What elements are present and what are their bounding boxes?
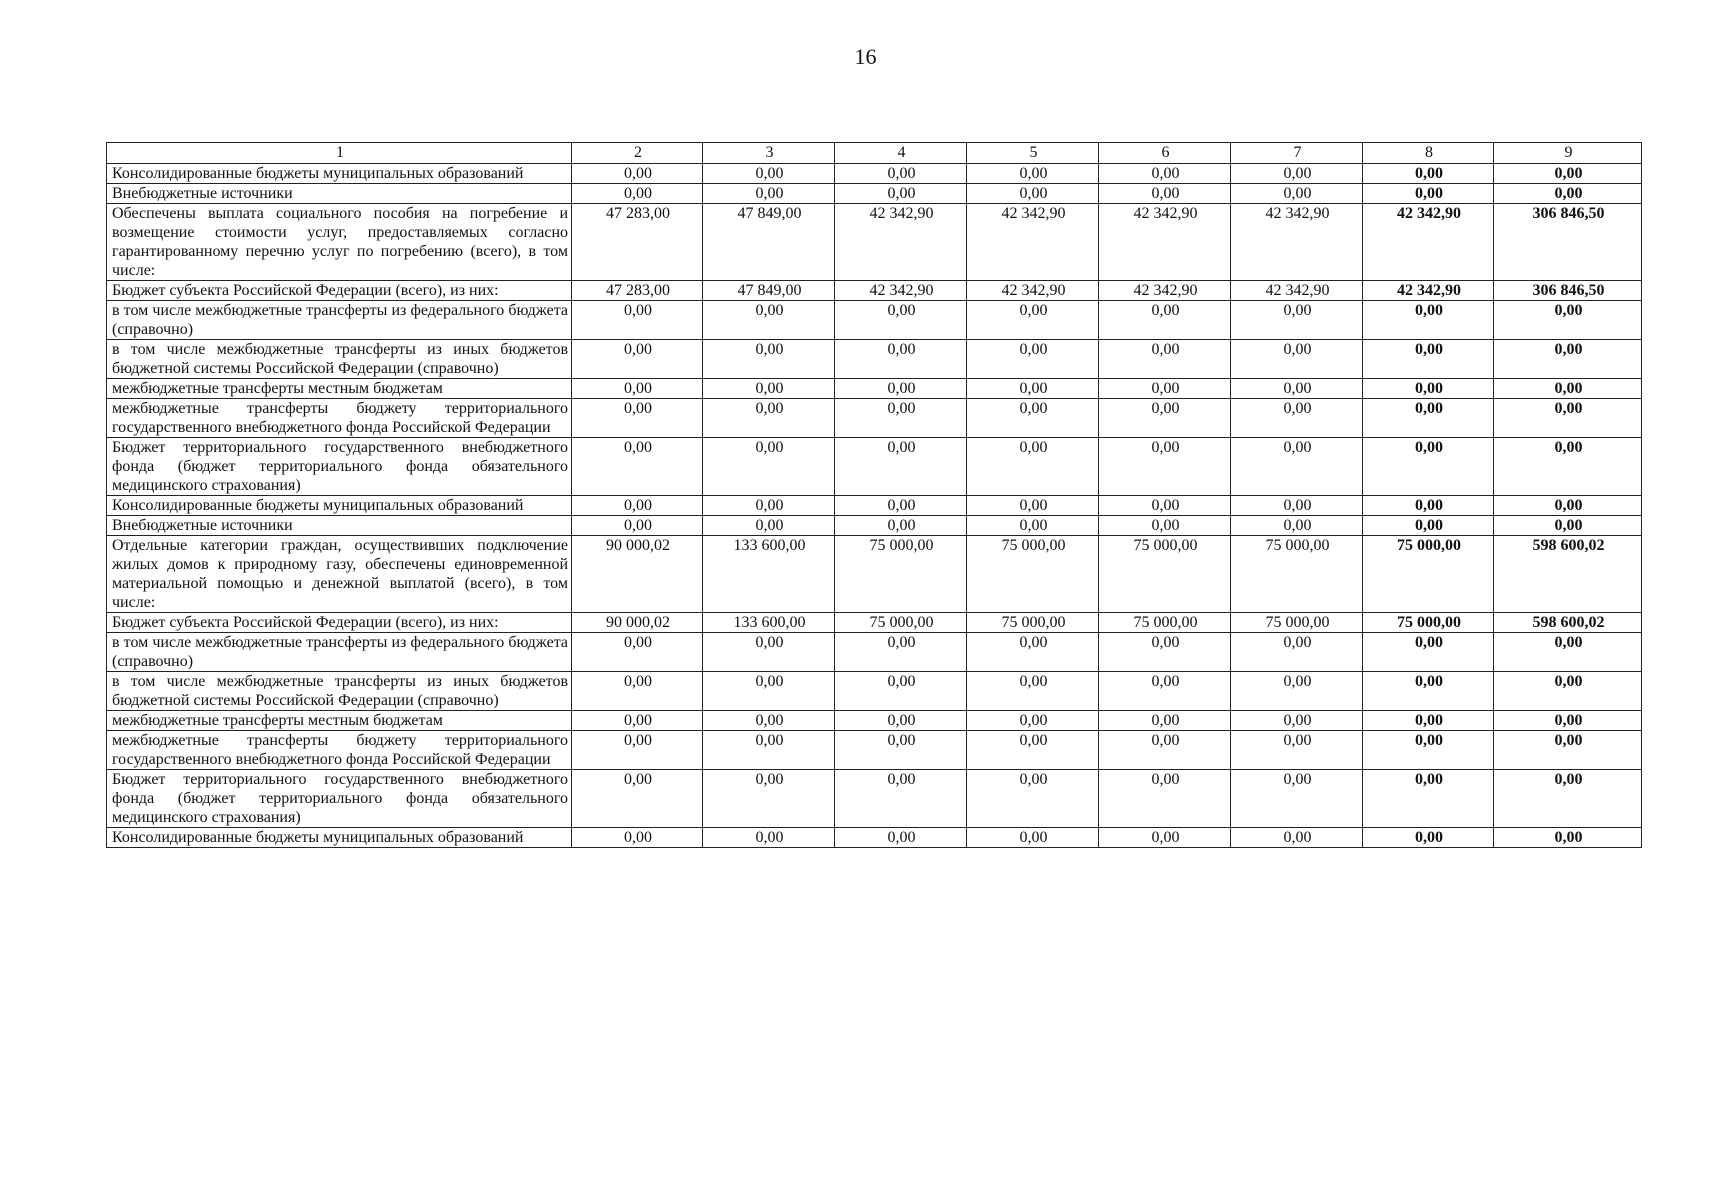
column-header-8: 8 <box>1363 143 1494 164</box>
value-cell-col-2: 0,00 <box>572 340 703 379</box>
row-label: межбюджетные трансферты местным бюджетам <box>107 711 572 731</box>
value-cell-col-6: 0,00 <box>1099 496 1231 516</box>
table-row <box>107 633 1642 672</box>
row-label: в том числе межбюджетные трансферты из иных бюджетов бюджетной системы Российской Федерации (справочно) <box>107 340 572 379</box>
value-cell-col-7: 0,00 <box>1231 438 1363 496</box>
header-row <box>107 143 1642 164</box>
value-cell-col-8: 0,00 <box>1363 828 1494 848</box>
value-cell-col-5: 75 000,00 <box>967 613 1099 633</box>
value-cell-col-9: 0,00 <box>1494 770 1642 828</box>
value-cell-col-9: 0,00 <box>1494 516 1642 536</box>
table-body <box>107 164 1642 848</box>
column-header-7: 7 <box>1231 143 1363 164</box>
value-cell-col-9: 0,00 <box>1494 633 1642 672</box>
table-row <box>107 281 1642 301</box>
table-row <box>107 516 1642 536</box>
row-label: Бюджет субъекта Российской Федерации (всего), из них: <box>107 281 572 301</box>
value-cell-col-5: 0,00 <box>967 184 1099 204</box>
value-cell-col-6: 0,00 <box>1099 399 1231 438</box>
value-cell-col-5: 75 000,00 <box>967 536 1099 613</box>
value-cell-col-9: 0,00 <box>1494 301 1642 340</box>
value-cell-col-5: 0,00 <box>967 828 1099 848</box>
value-cell-col-9: 0,00 <box>1494 379 1642 399</box>
value-cell-col-2: 0,00 <box>572 711 703 731</box>
value-cell-col-7: 75 000,00 <box>1231 536 1363 613</box>
value-cell-col-5: 0,00 <box>967 399 1099 438</box>
value-cell-col-5: 0,00 <box>967 496 1099 516</box>
budget-table <box>106 142 1642 848</box>
row-label: в том числе межбюджетные трансферты из федерального бюджета (справочно) <box>107 633 572 672</box>
value-cell-col-4: 0,00 <box>835 770 967 828</box>
value-cell-col-2: 0,00 <box>572 828 703 848</box>
row-label: Консолидированные бюджеты муниципальных образований <box>107 164 572 184</box>
value-cell-col-7: 0,00 <box>1231 184 1363 204</box>
value-cell-col-2: 90 000,02 <box>572 536 703 613</box>
value-cell-col-3: 0,00 <box>703 340 835 379</box>
value-cell-col-8: 0,00 <box>1363 164 1494 184</box>
value-cell-col-4: 0,00 <box>835 496 967 516</box>
value-cell-col-3: 0,00 <box>703 711 835 731</box>
column-header-2: 2 <box>572 143 703 164</box>
value-cell-col-8: 0,00 <box>1363 711 1494 731</box>
value-cell-col-9: 0,00 <box>1494 496 1642 516</box>
table-row <box>107 496 1642 516</box>
value-cell-col-4: 0,00 <box>835 184 967 204</box>
value-cell-col-6: 0,00 <box>1099 379 1231 399</box>
value-cell-col-5: 0,00 <box>967 731 1099 770</box>
value-cell-col-9: 598 600,02 <box>1494 536 1642 613</box>
value-cell-col-2: 0,00 <box>572 438 703 496</box>
value-cell-col-5: 0,00 <box>967 770 1099 828</box>
value-cell-col-7: 0,00 <box>1231 711 1363 731</box>
value-cell-col-7: 0,00 <box>1231 164 1363 184</box>
value-cell-col-4: 75 000,00 <box>835 536 967 613</box>
value-cell-col-7: 0,00 <box>1231 770 1363 828</box>
row-label: Отдельные категории граждан, осуществивших подключение жилых домов к природному газу, обеспечены единовременной материальной помощью и денежной выплатой (всего), в том числе: <box>107 536 572 613</box>
value-cell-col-8: 0,00 <box>1363 496 1494 516</box>
value-cell-col-7: 0,00 <box>1231 399 1363 438</box>
value-cell-col-4: 0,00 <box>835 379 967 399</box>
value-cell-col-8: 75 000,00 <box>1363 536 1494 613</box>
table-row <box>107 438 1642 496</box>
value-cell-col-4: 75 000,00 <box>835 613 967 633</box>
value-cell-col-4: 0,00 <box>835 672 967 711</box>
value-cell-col-7: 42 342,90 <box>1231 204 1363 281</box>
value-cell-col-8: 0,00 <box>1363 438 1494 496</box>
row-label: в том числе межбюджетные трансферты из федерального бюджета (справочно) <box>107 301 572 340</box>
value-cell-col-6: 75 000,00 <box>1099 536 1231 613</box>
value-cell-col-3: 0,00 <box>703 301 835 340</box>
value-cell-col-5: 0,00 <box>967 164 1099 184</box>
table-row <box>107 828 1642 848</box>
table-row <box>107 731 1642 770</box>
value-cell-col-5: 0,00 <box>967 301 1099 340</box>
value-cell-col-9: 0,00 <box>1494 438 1642 496</box>
value-cell-col-5: 0,00 <box>967 438 1099 496</box>
row-label: межбюджетные трансферты местным бюджетам <box>107 379 572 399</box>
value-cell-col-4: 0,00 <box>835 164 967 184</box>
table-row <box>107 613 1642 633</box>
value-cell-col-2: 0,00 <box>572 770 703 828</box>
value-cell-col-9: 0,00 <box>1494 711 1642 731</box>
value-cell-col-5: 0,00 <box>967 672 1099 711</box>
value-cell-col-8: 0,00 <box>1363 770 1494 828</box>
value-cell-col-3: 0,00 <box>703 731 835 770</box>
row-label: межбюджетные трансферты бюджету территориального государственного внебюджетного фонда Российской Федерации <box>107 731 572 770</box>
value-cell-col-4: 0,00 <box>835 301 967 340</box>
value-cell-col-4: 0,00 <box>835 399 967 438</box>
value-cell-col-3: 0,00 <box>703 516 835 536</box>
table-row <box>107 204 1642 281</box>
row-label: Внебюджетные источники <box>107 516 572 536</box>
value-cell-col-8: 0,00 <box>1363 516 1494 536</box>
row-label: Обеспечены выплата социального пособия на погребение и возмещение стоимости услуг, предоставляемых согласно гарантированному перечню услуг по погребению (всего), в том числе: <box>107 204 572 281</box>
value-cell-col-4: 0,00 <box>835 633 967 672</box>
value-cell-col-6: 0,00 <box>1099 164 1231 184</box>
table-row <box>107 184 1642 204</box>
row-label: Консолидированные бюджеты муниципальных образований <box>107 496 572 516</box>
table-row <box>107 536 1642 613</box>
value-cell-col-2: 0,00 <box>572 672 703 711</box>
table-row <box>107 379 1642 399</box>
value-cell-col-8: 75 000,00 <box>1363 613 1494 633</box>
value-cell-col-6: 0,00 <box>1099 184 1231 204</box>
value-cell-col-6: 0,00 <box>1099 438 1231 496</box>
value-cell-col-8: 0,00 <box>1363 633 1494 672</box>
value-cell-col-5: 42 342,90 <box>967 204 1099 281</box>
table-row <box>107 301 1642 340</box>
value-cell-col-3: 0,00 <box>703 438 835 496</box>
value-cell-col-4: 42 342,90 <box>835 204 967 281</box>
value-cell-col-3: 0,00 <box>703 164 835 184</box>
value-cell-col-7: 0,00 <box>1231 340 1363 379</box>
value-cell-col-9: 0,00 <box>1494 731 1642 770</box>
value-cell-col-2: 0,00 <box>572 379 703 399</box>
value-cell-col-9: 306 846,50 <box>1494 204 1642 281</box>
value-cell-col-8: 0,00 <box>1363 379 1494 399</box>
value-cell-col-4: 0,00 <box>835 828 967 848</box>
value-cell-col-8: 0,00 <box>1363 184 1494 204</box>
value-cell-col-3: 0,00 <box>703 672 835 711</box>
value-cell-col-8: 42 342,90 <box>1363 204 1494 281</box>
value-cell-col-6: 0,00 <box>1099 828 1231 848</box>
column-header-3: 3 <box>703 143 835 164</box>
value-cell-col-5: 42 342,90 <box>967 281 1099 301</box>
column-header-5: 5 <box>967 143 1099 164</box>
value-cell-col-2: 47 283,00 <box>572 281 703 301</box>
value-cell-col-9: 0,00 <box>1494 399 1642 438</box>
value-cell-col-6: 0,00 <box>1099 770 1231 828</box>
value-cell-col-6: 42 342,90 <box>1099 281 1231 301</box>
value-cell-col-7: 0,00 <box>1231 633 1363 672</box>
value-cell-col-3: 0,00 <box>703 828 835 848</box>
value-cell-col-4: 0,00 <box>835 438 967 496</box>
value-cell-col-6: 42 342,90 <box>1099 204 1231 281</box>
column-header-6: 6 <box>1099 143 1231 164</box>
row-label: Внебюджетные источники <box>107 184 572 204</box>
value-cell-col-3: 0,00 <box>703 633 835 672</box>
value-cell-col-2: 0,00 <box>572 399 703 438</box>
value-cell-col-7: 0,00 <box>1231 496 1363 516</box>
value-cell-col-2: 47 283,00 <box>572 204 703 281</box>
value-cell-col-6: 0,00 <box>1099 633 1231 672</box>
row-label: межбюджетные трансферты бюджету территориального государственного внебюджетного фонда Российской Федерации <box>107 399 572 438</box>
value-cell-col-2: 0,00 <box>572 301 703 340</box>
row-label: Бюджет территориального государственного внебюджетного фонда (бюджет территориального фонда обязательного медицинского страхования) <box>107 770 572 828</box>
value-cell-col-5: 0,00 <box>967 516 1099 536</box>
value-cell-col-6: 0,00 <box>1099 340 1231 379</box>
value-cell-col-9: 306 846,50 <box>1494 281 1642 301</box>
value-cell-col-3: 47 849,00 <box>703 281 835 301</box>
row-label: Бюджет субъекта Российской Федерации (всего), из них: <box>107 613 572 633</box>
value-cell-col-7: 0,00 <box>1231 301 1363 340</box>
value-cell-col-2: 0,00 <box>572 516 703 536</box>
value-cell-col-4: 0,00 <box>835 516 967 536</box>
value-cell-col-9: 0,00 <box>1494 672 1642 711</box>
value-cell-col-8: 0,00 <box>1363 301 1494 340</box>
value-cell-col-4: 0,00 <box>835 340 967 379</box>
value-cell-col-3: 0,00 <box>703 496 835 516</box>
value-cell-col-9: 0,00 <box>1494 164 1642 184</box>
value-cell-col-4: 0,00 <box>835 731 967 770</box>
row-label: Бюджет территориального государственного внебюджетного фонда (бюджет территориального фонда обязательного медицинского страхования) <box>107 438 572 496</box>
value-cell-col-3: 0,00 <box>703 770 835 828</box>
value-cell-col-3: 0,00 <box>703 399 835 438</box>
value-cell-col-8: 0,00 <box>1363 399 1494 438</box>
value-cell-col-5: 0,00 <box>967 711 1099 731</box>
value-cell-col-8: 0,00 <box>1363 672 1494 711</box>
value-cell-col-7: 0,00 <box>1231 379 1363 399</box>
value-cell-col-7: 0,00 <box>1231 516 1363 536</box>
value-cell-col-5: 0,00 <box>967 340 1099 379</box>
value-cell-col-4: 0,00 <box>835 711 967 731</box>
value-cell-col-8: 0,00 <box>1363 731 1494 770</box>
table-row <box>107 164 1642 184</box>
table-row <box>107 711 1642 731</box>
value-cell-col-3: 133 600,00 <box>703 536 835 613</box>
value-cell-col-4: 42 342,90 <box>835 281 967 301</box>
value-cell-col-6: 0,00 <box>1099 301 1231 340</box>
value-cell-col-3: 133 600,00 <box>703 613 835 633</box>
page-number: 16 <box>854 44 877 69</box>
row-label: Консолидированные бюджеты муниципальных образований <box>107 828 572 848</box>
value-cell-col-7: 42 342,90 <box>1231 281 1363 301</box>
value-cell-col-7: 0,00 <box>1231 828 1363 848</box>
value-cell-col-2: 0,00 <box>572 731 703 770</box>
value-cell-col-8: 42 342,90 <box>1363 281 1494 301</box>
value-cell-col-6: 0,00 <box>1099 711 1231 731</box>
value-cell-col-2: 0,00 <box>572 633 703 672</box>
value-cell-col-9: 0,00 <box>1494 828 1642 848</box>
value-cell-col-2: 0,00 <box>572 164 703 184</box>
column-header-4: 4 <box>835 143 967 164</box>
value-cell-col-7: 0,00 <box>1231 672 1363 711</box>
value-cell-col-6: 0,00 <box>1099 516 1231 536</box>
table-row <box>107 672 1642 711</box>
value-cell-col-3: 47 849,00 <box>703 204 835 281</box>
table-row <box>107 770 1642 828</box>
value-cell-col-8: 0,00 <box>1363 340 1494 379</box>
column-header-9: 9 <box>1494 143 1642 164</box>
column-header-1: 1 <box>107 143 572 164</box>
value-cell-col-3: 0,00 <box>703 379 835 399</box>
value-cell-col-9: 598 600,02 <box>1494 613 1642 633</box>
value-cell-col-6: 0,00 <box>1099 672 1231 711</box>
value-cell-col-7: 0,00 <box>1231 731 1363 770</box>
table-row <box>107 399 1642 438</box>
value-cell-col-5: 0,00 <box>967 633 1099 672</box>
value-cell-col-2: 0,00 <box>572 496 703 516</box>
value-cell-col-6: 75 000,00 <box>1099 613 1231 633</box>
value-cell-col-9: 0,00 <box>1494 184 1642 204</box>
value-cell-col-3: 0,00 <box>703 184 835 204</box>
value-cell-col-6: 0,00 <box>1099 731 1231 770</box>
value-cell-col-7: 75 000,00 <box>1231 613 1363 633</box>
value-cell-col-2: 0,00 <box>572 184 703 204</box>
value-cell-col-9: 0,00 <box>1494 340 1642 379</box>
row-label: в том числе межбюджетные трансферты из иных бюджетов бюджетной системы Российской Федерации (справочно) <box>107 672 572 711</box>
value-cell-col-5: 0,00 <box>967 379 1099 399</box>
value-cell-col-2: 90 000,02 <box>572 613 703 633</box>
table-row <box>107 340 1642 379</box>
